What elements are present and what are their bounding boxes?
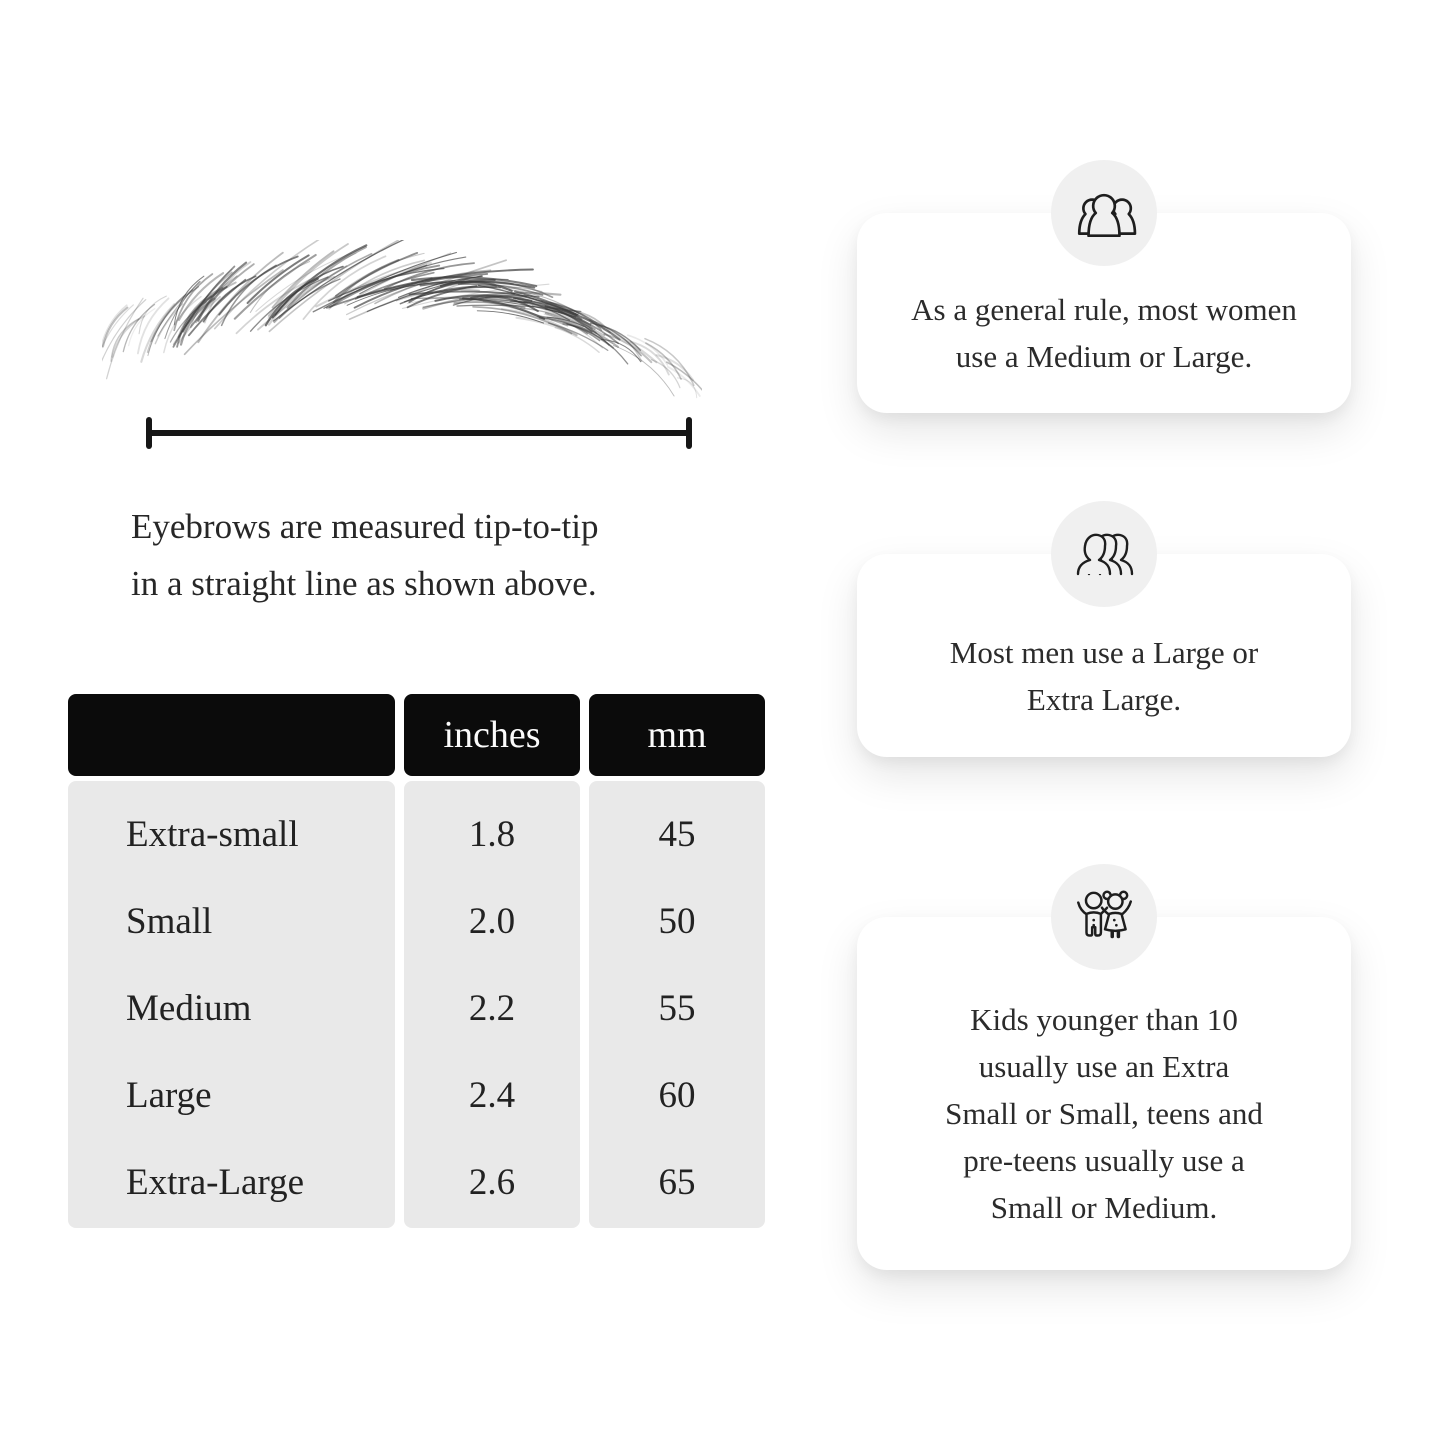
size-table-column-labels: [68, 781, 395, 1228]
women-group-icon: [1071, 186, 1137, 240]
card-text-line: Extra Large.: [1026, 681, 1182, 717]
card-text-line: As a general rule, most women: [911, 292, 1297, 327]
measurement-tick-right: [686, 417, 692, 449]
size-table-header-mm: mm: [589, 694, 765, 776]
table-row-label: Small: [126, 901, 213, 942]
caption-line-2: in a straight line as shown above.: [131, 564, 597, 603]
table-cell-mm: 60: [658, 1075, 696, 1116]
table-cell-inches: 2.4: [468, 1075, 516, 1116]
measurement-line: [146, 417, 692, 449]
card-text: [945, 996, 1263, 1231]
card-text: [911, 286, 1297, 380]
card-text-line: Most men use a Large or: [949, 634, 1259, 670]
card-text-line: pre-teens usually use a: [963, 1143, 1245, 1178]
size-table-header-size: [68, 694, 395, 776]
card-text-line: use a Medium or Large.: [955, 339, 1253, 374]
table-cell-inches: 2.2: [468, 988, 516, 1029]
info-card-kids: [857, 917, 1351, 1270]
icon-badge: [1051, 501, 1157, 607]
table-cell-mm: 45: [658, 814, 696, 855]
card-text-line: Small or Medium.: [990, 1190, 1218, 1225]
card-text-line: Kids younger than 10: [970, 1002, 1238, 1037]
card-text-line: usually use an Extra: [978, 1049, 1230, 1084]
table-cell-inches: 2.6: [468, 1162, 516, 1203]
size-table: [68, 694, 768, 1228]
info-card-women: [857, 213, 1351, 413]
men-group-icon: [1071, 526, 1137, 582]
table-cell-mm: 65: [658, 1162, 696, 1203]
table-cell-mm: 55: [658, 988, 696, 1029]
measurement-caption: [131, 498, 598, 612]
table-row-label: Large: [126, 1075, 212, 1116]
icon-badge: [1051, 160, 1157, 266]
table-cell-mm: 50: [658, 901, 696, 942]
table-cell-inches: 2.0: [468, 901, 516, 942]
eyebrow-illustration: [102, 240, 702, 400]
table-row-label: Extra-small: [126, 814, 299, 855]
caption-line-1: Eyebrows are measured tip-to-tip: [131, 507, 599, 546]
size-table-column-inches: [404, 781, 580, 1228]
measurement-bar: [146, 430, 692, 436]
table-row-label: Extra-Large: [126, 1162, 305, 1203]
card-text-line: Small or Small, teens and: [945, 1096, 1263, 1131]
icon-badge: [1051, 864, 1157, 970]
kids-icon: [1069, 888, 1139, 946]
size-table-column-mm: [589, 781, 765, 1228]
table-cell-inches: 1.8: [468, 814, 516, 855]
card-text: [950, 629, 1259, 723]
info-card-men: [857, 554, 1351, 757]
size-table-header-inches: inches: [404, 694, 580, 776]
table-row-label: Medium: [126, 988, 252, 1029]
